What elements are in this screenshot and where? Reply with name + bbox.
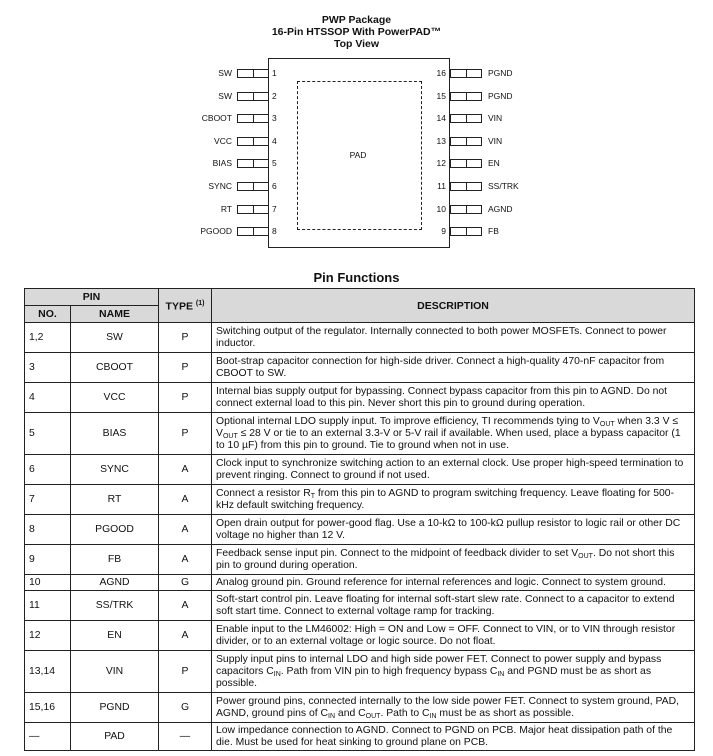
pin-type-cell: A (159, 591, 212, 621)
pin-description-cell (212, 323, 695, 353)
pin-name-cell: PAD (71, 723, 159, 751)
header-description: DESCRIPTION (212, 289, 695, 323)
description-text: Internal bias supply output for bypassing. Connect bypass capacitor from this pin to AGND. Do not connect external load to this pin. Never short this pin to ground during operation. (216, 385, 668, 409)
description-text: Clock input to synchronize switching action to an external clock. Use proper high-speed termination to prevent ringing. Connect to ground if not used. (216, 457, 684, 481)
pin-description-cell (212, 621, 695, 651)
pin-name-label: VCC (214, 136, 232, 146)
description-text: Feedback sense input pin. Connect to the midpoint of feedback divider to set V (216, 547, 579, 559)
header-pin: PIN (25, 289, 159, 306)
table-row (25, 413, 695, 455)
description-text: Soft-start control pin. Leave floating for internal soft-start slew rate. Connect to a capacitor to extend soft start time. Connect to external voltage ramp for tracking. (216, 593, 675, 617)
table-row (25, 591, 695, 621)
pin-number-cell: — (25, 723, 71, 751)
pin-description-cell (212, 723, 695, 751)
pin-type-cell: P (159, 651, 212, 693)
pin-lead (450, 159, 482, 168)
pin-name-label: PGND (488, 91, 513, 101)
description-text: Enable input to the LM46002: High = ON and Low = OFF. Connect to VIN, or to VIN through resistor divider, or to an external voltage or logic source. Do not float. (216, 623, 676, 647)
pin-number: 9 (441, 226, 446, 236)
pin-number: 12 (436, 158, 446, 168)
pin-name-label: BIAS (212, 158, 232, 168)
description-text: . Path from VIN pin to high frequency bypass C (280, 665, 498, 677)
pin-name-cell: SS/TRK (71, 591, 159, 621)
description-text: Switching output of the regulator. Internally connected to both power MOSFETs. Connect to power inductor. (216, 325, 667, 349)
pad-label: PAD (349, 150, 367, 160)
package-title: PWP Package (321, 14, 392, 26)
pin-type-cell: P (159, 323, 212, 353)
pin-lead (237, 137, 269, 146)
description-text: . Path to C (380, 707, 430, 719)
pin-type-cell: G (159, 693, 212, 723)
package-subtitle: 16-Pin HTSSOP With PowerPAD™ (271, 26, 442, 38)
description-text: . Do not short this pin to ground during operation. (216, 547, 675, 571)
pin-lead (450, 92, 482, 101)
table-row (25, 575, 695, 591)
header-type (159, 289, 212, 323)
description-text: Optional internal LDO supply input. To improve efficiency, TI recommends tying to V (216, 415, 600, 427)
pin-number: 4 (272, 136, 277, 146)
pin-name-cell: FB (71, 545, 159, 575)
pin-lead (237, 92, 269, 101)
pin-name-label: RT (220, 204, 232, 214)
table-row (25, 693, 695, 723)
pin-type-cell: P (159, 383, 212, 413)
pin-name-label: SW (218, 91, 232, 101)
pin-name-cell: CBOOT (71, 353, 159, 383)
table-row (25, 545, 695, 575)
subscript: IN (328, 712, 336, 720)
pin-name-cell: PGND (71, 693, 159, 723)
pin-name-label: SW (218, 68, 232, 78)
pin-number: 16 (436, 68, 446, 78)
pin-name-label: EN (488, 158, 500, 168)
subscript: IN (273, 670, 281, 678)
table-title: Pin Functions (313, 270, 400, 285)
pin-type-cell: P (159, 413, 212, 455)
description-text: Open drain output for power-good flag. Use a 10-kΩ to 100-kΩ pullup resistor to logic rail or other DC voltage no higher than 12 V. (216, 517, 681, 541)
pin-type-cell: A (159, 515, 212, 545)
table-row (25, 485, 695, 515)
pin-description-cell (212, 413, 695, 455)
pin-number: 8 (272, 226, 277, 236)
description-text: Low impedance connection to AGND. Connect to PGND on PCB. Major heat dissipation path of the die. Must be used for heat sinking to ground plane on PCB. (216, 724, 673, 748)
pin-type-cell: A (159, 485, 212, 515)
pin-name-cell: BIAS (71, 413, 159, 455)
description-text: and C (335, 707, 366, 719)
table-row (25, 621, 695, 651)
pin-description-cell (212, 455, 695, 485)
pin-number-cell: 11 (25, 591, 71, 621)
pin-number-cell: 5 (25, 413, 71, 455)
pin-number: 13 (436, 136, 446, 146)
pin-name-label: VIN (488, 113, 503, 123)
pin-lead (237, 205, 269, 214)
pin-number: 15 (436, 91, 446, 101)
pin-lead (450, 182, 482, 191)
subscript: OUT (599, 420, 615, 428)
description-text: Supply input pins to internal LDO and high side power FET. Connect to power supply and bypass capacitors C (216, 653, 662, 677)
pin-type-cell: P (159, 353, 212, 383)
pin-lead (237, 182, 269, 191)
description-text: and PGND must be as short as possible. (216, 665, 652, 689)
pin-lead (450, 205, 482, 214)
description-text: when 3.3 V ≤ V (216, 415, 679, 439)
table-row (25, 353, 695, 383)
pin-name-label: FB (488, 226, 499, 236)
header-name: NAME (71, 306, 159, 323)
type-footnote: (1) (195, 300, 205, 308)
header-type-label: TYPE (165, 300, 193, 313)
pin-functions-table (24, 288, 695, 751)
pin-name-label: PGND (488, 68, 513, 78)
pin-name-cell: EN (71, 621, 159, 651)
pin-number-cell: 6 (25, 455, 71, 485)
pin-type-cell: A (159, 621, 212, 651)
subscript: OUT (365, 712, 381, 720)
pin-name-label: CBOOT (201, 113, 232, 123)
pin-number-cell: 1,2 (25, 323, 71, 353)
pin-number: 11 (437, 181, 446, 191)
pin-description-cell (212, 575, 695, 591)
pin-number-cell: 13,14 (25, 651, 71, 693)
table-row (25, 383, 695, 413)
table-row (25, 323, 695, 353)
description-text: Power ground pins, connected internally to the low side power FET. Connect to system ground, PAD, AGND, ground pins of C (216, 695, 680, 719)
pin-description-cell (212, 591, 695, 621)
pin-number: 1 (272, 68, 277, 78)
pin-lead (237, 114, 269, 123)
pin-number: 2 (272, 91, 277, 101)
pin-lead (450, 137, 482, 146)
pin-type-cell: — (159, 723, 212, 751)
subscript: OUT (578, 552, 593, 560)
pin-lead (450, 69, 482, 78)
pin-lead (237, 227, 269, 236)
table-row (25, 455, 695, 485)
pin-name-cell: RT (71, 485, 159, 515)
pin-description-cell (212, 515, 695, 545)
description-text: must be as short as possible. (436, 707, 574, 719)
pin-description-cell (212, 693, 695, 723)
pin-name-cell: PGOOD (71, 515, 159, 545)
description-text: ≤ 28 V or tie to an external 3.3-V or 5-V rail if available. When used, place a bypass capacitor (1 to 10 µF) from this pin to ground. Tie to ground when not in use. (216, 427, 681, 451)
subscript: T (310, 492, 315, 500)
description-text: Boot-strap capacitor connection for high-side driver. Connect a high-quality 470-nF capacitor from CBOOT to SW. (216, 355, 665, 379)
pin-lead (237, 159, 269, 168)
package-view: Top View (333, 38, 380, 50)
pin-number-cell: 15,16 (25, 693, 71, 723)
pin-name-label: SS/TRK (488, 181, 519, 191)
pin-name-cell: VIN (71, 651, 159, 693)
pin-name-cell: SYNC (71, 455, 159, 485)
pin-number-cell: 3 (25, 353, 71, 383)
table-row (25, 515, 695, 545)
description-text: Analog ground pin. Ground reference for internal references and logic. Connect to system ground. (216, 576, 666, 588)
pin-name-label: SYNC (208, 181, 232, 191)
pin-number-cell: 8 (25, 515, 71, 545)
pin-name-cell: SW (71, 323, 159, 353)
pin-number-cell: 10 (25, 575, 71, 591)
pin-description-cell (212, 383, 695, 413)
pin-number: 6 (272, 181, 277, 191)
pin-description-cell (212, 651, 695, 693)
description-text: Connect a resistor R (216, 487, 311, 499)
subscript: IN (429, 712, 437, 720)
subscript: IN (497, 670, 505, 678)
pin-type-cell: A (159, 545, 212, 575)
pin-number: 10 (436, 204, 446, 214)
subscript: OUT (222, 432, 238, 440)
header-no: NO. (25, 306, 71, 323)
pin-number: 3 (272, 113, 277, 123)
pin-number-cell: 12 (25, 621, 71, 651)
pin-name-label: AGND (488, 204, 513, 214)
pin-name-cell: VCC (71, 383, 159, 413)
pin-name-label: PGOOD (200, 226, 232, 236)
pin-number: 14 (436, 113, 446, 123)
table-row (25, 651, 695, 693)
pin-description-cell (212, 545, 695, 575)
pin-type-cell: G (159, 575, 212, 591)
pin-number-cell: 9 (25, 545, 71, 575)
pin-type-cell: A (159, 455, 212, 485)
description-text: from this pin to AGND to program switching frequency. Leave floating for 500-kHz default switching frequency. (216, 487, 675, 511)
pin-lead (450, 114, 482, 123)
pin-number: 7 (272, 204, 277, 214)
pin-name-cell: AGND (71, 575, 159, 591)
pin-description-cell (212, 353, 695, 383)
pin-lead (237, 69, 269, 78)
pin-number-cell: 4 (25, 383, 71, 413)
pin-lead (450, 227, 482, 236)
pin-number: 5 (272, 158, 277, 168)
pin-description-cell (212, 485, 695, 515)
pin-number-cell: 7 (25, 485, 71, 515)
pin-name-label: VIN (488, 136, 503, 146)
table-row (25, 723, 695, 751)
